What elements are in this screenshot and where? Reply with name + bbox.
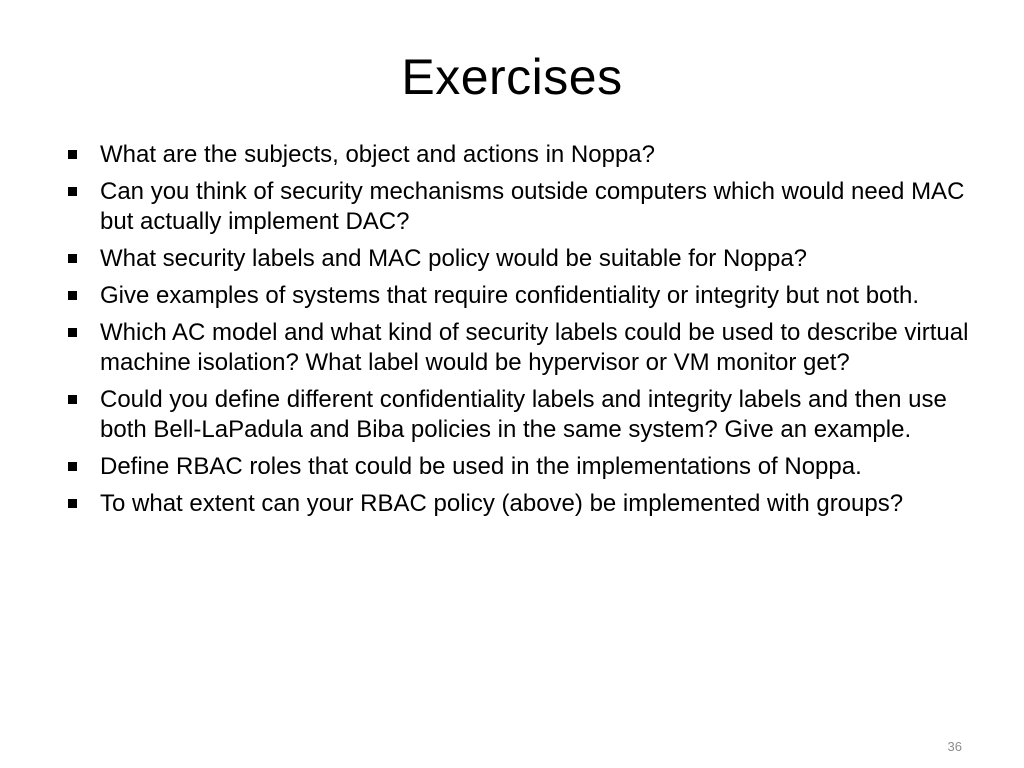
- list-item: [62, 177, 972, 237]
- list-item: [62, 140, 972, 170]
- list-item: [62, 244, 972, 274]
- square-bullet-icon: [68, 187, 77, 196]
- bullet-text: Can you think of security mechanisms outside computers which would need MAC but actually implement DAC?: [100, 178, 965, 235]
- bullet-text: Which AC model and what kind of security labels could be used to describe virtual machine isolation? What label would be hypervisor or VM monitor get?: [100, 319, 969, 376]
- list-item: [62, 318, 972, 378]
- list-item: [62, 281, 972, 311]
- bullet-text: What are the subjects, object and actions in Noppa?: [100, 141, 655, 168]
- bullet-text: Give examples of systems that require confidentiality or integrity but not both.: [100, 282, 920, 309]
- slide-number: 36: [947, 739, 962, 754]
- bullet-text: Define RBAC roles that could be used in the implementations of Noppa.: [100, 453, 862, 480]
- square-bullet-icon: [68, 499, 77, 508]
- list-item: [62, 385, 972, 445]
- square-bullet-icon: [68, 328, 77, 337]
- bullet-list: [62, 140, 972, 526]
- list-item: [62, 452, 972, 482]
- square-bullet-icon: [68, 395, 77, 404]
- list-item: [62, 489, 972, 519]
- bullet-text: To what extent can your RBAC policy (above) be implemented with groups?: [100, 490, 904, 517]
- bullet-text: What security labels and MAC policy would be suitable for Noppa?: [100, 245, 808, 272]
- square-bullet-icon: [68, 462, 77, 471]
- square-bullet-icon: [68, 150, 77, 159]
- bullet-text: Could you define different confidentiality labels and integrity labels and then use both Bell-LaPadula and Biba policies in the same system? Give an example.: [100, 386, 947, 443]
- square-bullet-icon: [68, 254, 77, 263]
- slide-title: Exercises: [401, 49, 623, 105]
- square-bullet-icon: [68, 291, 77, 300]
